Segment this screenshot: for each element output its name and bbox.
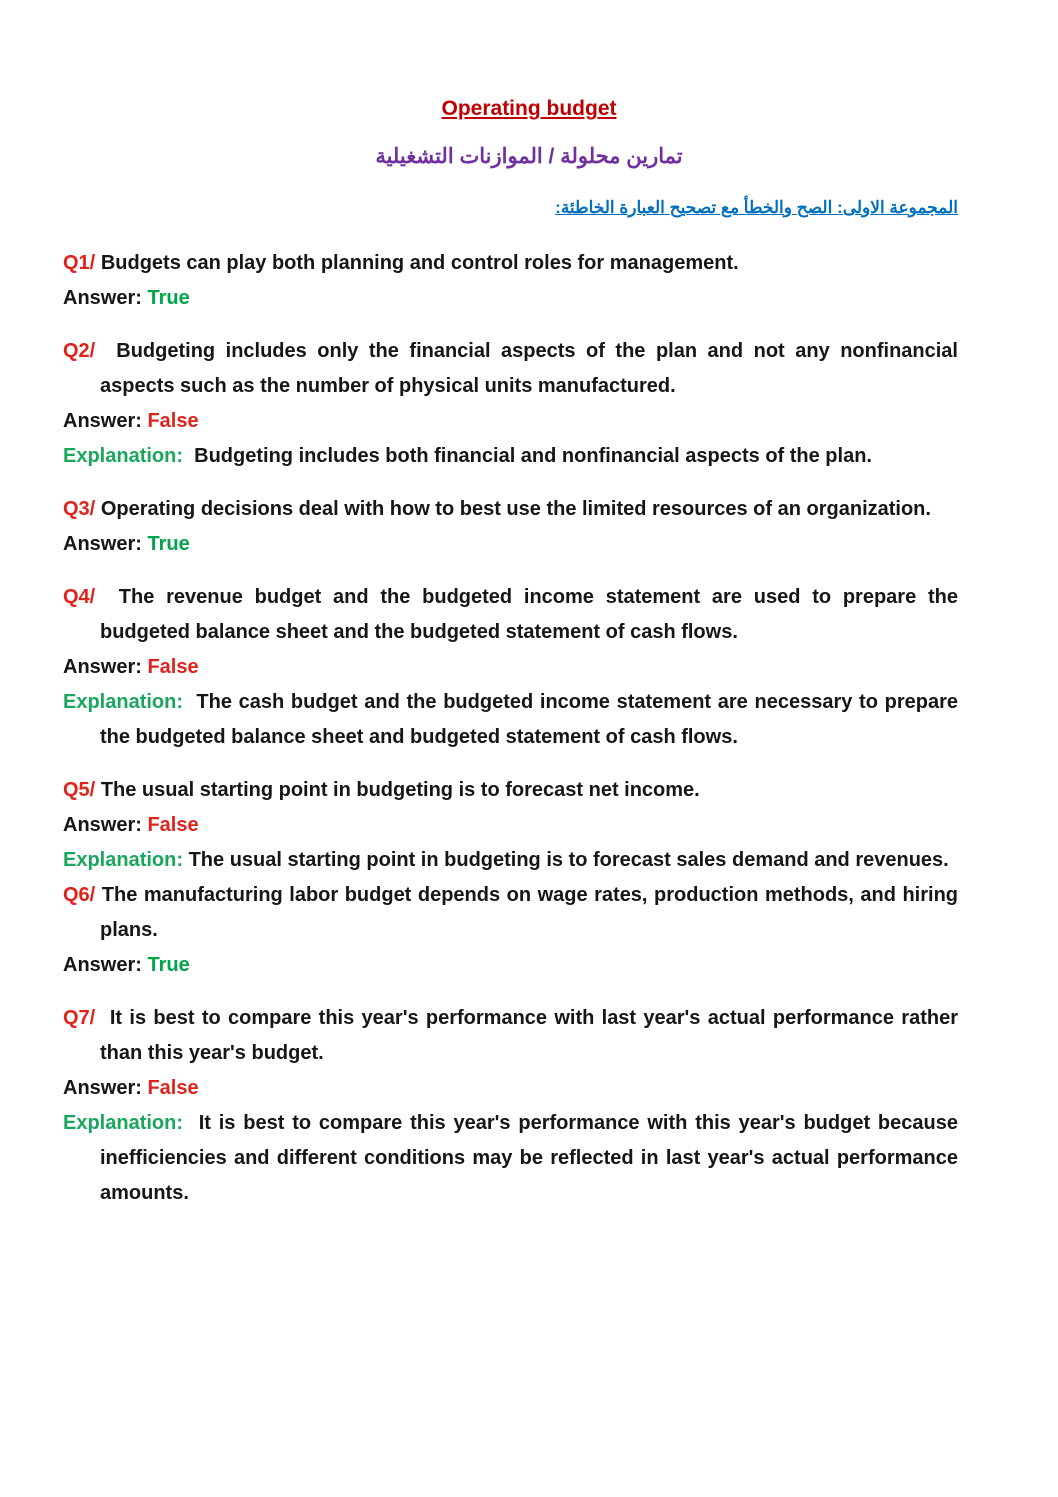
- question-text: The usual starting point in budgeting is to forecast net income.: [100, 779, 700, 801]
- answer-value: True: [147, 533, 190, 555]
- page-title: Operating budget: [441, 97, 617, 120]
- question-line: [63, 246, 958, 281]
- answer-value: False: [147, 814, 199, 836]
- answer-line: [63, 527, 958, 562]
- question-block-q4: [63, 580, 958, 755]
- question-block-q6: [63, 878, 958, 983]
- question-block-q5: [63, 773, 958, 878]
- answer-value: False: [147, 656, 199, 678]
- explanation-line: [63, 439, 958, 474]
- answer-line: [63, 808, 958, 843]
- subtitle-arabic: تمارين محلولة / الموازنات التشغيلية: [375, 145, 683, 168]
- question-id: Q1/: [63, 252, 96, 274]
- question-line: [63, 773, 958, 808]
- answer-value: True: [147, 954, 190, 976]
- question-text: The revenue budget and the budgeted income statement are used to prepare the budgeted balance sheet and the budgeted statement of cash flows.: [100, 586, 958, 643]
- answer-label: Answer:: [63, 814, 142, 836]
- answer-label: Answer:: [63, 287, 142, 309]
- question-id: Q3/: [63, 498, 96, 520]
- explanation-label: Explanation:: [63, 1112, 184, 1134]
- answer-label: Answer:: [63, 954, 142, 976]
- question-text: The manufacturing labor budget depends on wage rates, production methods, and hiring plans.: [100, 884, 958, 941]
- explanation-text: Budgeting includes both financial and nonfinancial aspects of the plan.: [194, 445, 872, 467]
- answer-label: Answer:: [63, 533, 142, 555]
- explanation-text: The usual starting point in budgeting is to forecast sales demand and revenues.: [188, 849, 949, 871]
- question-id: Q6/: [63, 884, 96, 906]
- question-text: Budgeting includes only the financial aspects of the plan and not any nonfinancial aspects such as the number of physical units manufactured.: [100, 340, 958, 397]
- question-text: Budgets can play both planning and control roles for management.: [100, 252, 739, 274]
- question-block-q7: [63, 1001, 958, 1211]
- question-line: [63, 580, 958, 650]
- question-line: [63, 492, 958, 527]
- question-text: It is best to compare this year's performance with last year's actual performance rather than this year's budget.: [100, 1007, 958, 1064]
- answer-value: False: [147, 410, 199, 432]
- explanation-line: [63, 843, 958, 878]
- question-line: [63, 878, 958, 948]
- question-id: Q2/: [63, 340, 96, 362]
- question-id: Q5/: [63, 779, 96, 801]
- question-block-q2: [63, 334, 958, 474]
- explanation-text: The cash budget and the budgeted income statement are necessary to prepare the budgeted balance sheet and budgeted statement of cash flows.: [100, 691, 958, 748]
- answer-value: True: [147, 287, 190, 309]
- explanation-label: Explanation:: [63, 849, 184, 871]
- question-line: [63, 1001, 958, 1071]
- explanation-text: It is best to compare this year's performance with this year's budget because inefficiencies and different conditions may be reflected in last year's actual performance amounts.: [100, 1112, 958, 1204]
- answer-line: [63, 948, 958, 983]
- question-id: Q7/: [63, 1007, 96, 1029]
- answer-label: Answer:: [63, 410, 142, 432]
- answer-value: False: [147, 1077, 199, 1099]
- explanation-label: Explanation:: [63, 691, 184, 713]
- answer-label: Answer:: [63, 1077, 142, 1099]
- answer-line: [63, 281, 958, 316]
- answer-line: [63, 404, 958, 439]
- explanation-line: [63, 1106, 958, 1211]
- question-text: Operating decisions deal with how to best use the limited resources of an organization.: [100, 498, 931, 520]
- answer-label: Answer:: [63, 656, 142, 678]
- question-block-q1: [63, 246, 958, 316]
- question-block-q3: [63, 492, 958, 562]
- explanation-line: [63, 685, 958, 755]
- section-heading-arabic: المجموعة الاولى: الصح والخطأ مع تصحيح العبارة الخاطئة:: [555, 198, 958, 217]
- explanation-label: Explanation:: [63, 445, 184, 467]
- answer-line: [63, 650, 958, 685]
- answer-line: [63, 1071, 958, 1106]
- question-id: Q4/: [63, 586, 96, 608]
- question-line: [63, 334, 958, 404]
